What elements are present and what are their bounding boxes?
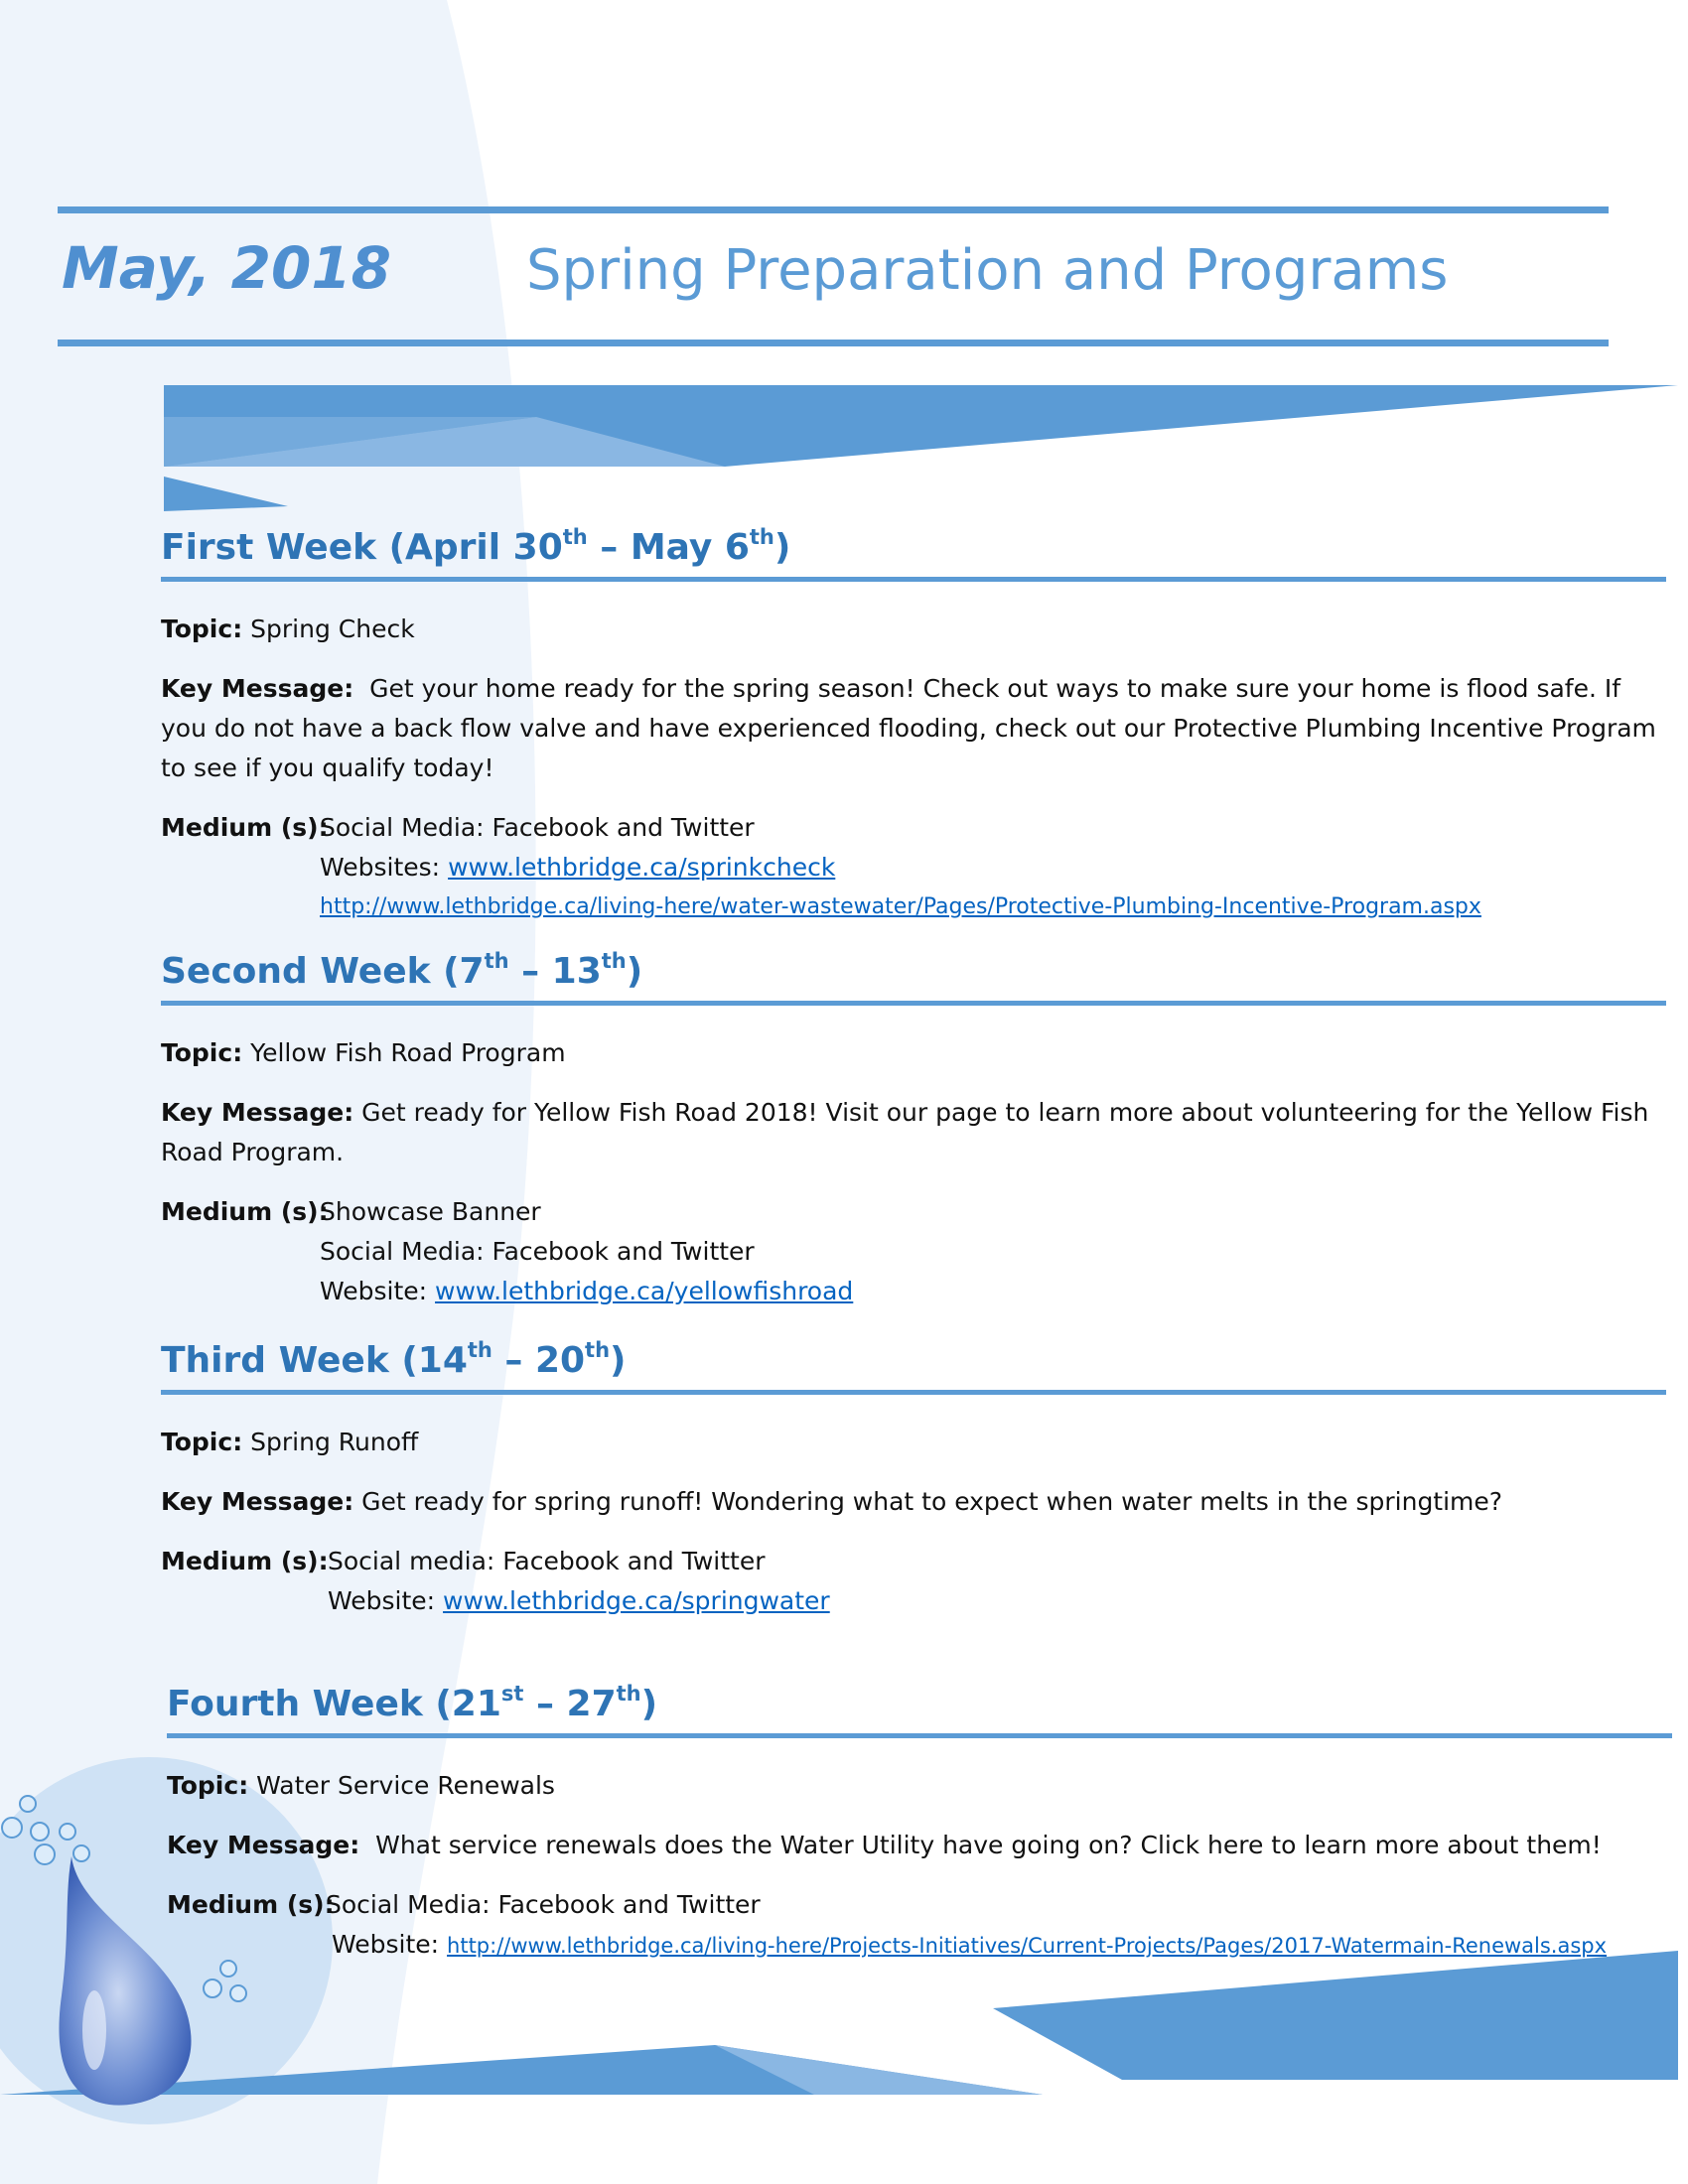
topic-row: Topic: Yellow Fish Road Program	[161, 1038, 566, 1067]
week-title: Third Week (14th – 20th)	[161, 1338, 627, 1381]
yellowfishroad-link[interactable]: www.lethbridge.ca/yellowfishroad	[435, 1277, 854, 1305]
header-top-rule	[58, 206, 1609, 213]
week-rule	[161, 1390, 1666, 1395]
topic-row: Topic: Water Service Renewals	[167, 1771, 555, 1800]
week-section-3	[161, 1334, 1670, 1621]
plumbing-program-link[interactable]: http://www.lethbridge.ca/living-here/water-wastewater/Pages/Protective-Plumbing-Incentive-Program.aspx	[320, 894, 1481, 919]
medium-row: Medium (s): Social Media: Facebook and Twitter Website: http://www.lethbridge.ca/living-here/Projects-Initiatives/Current-Projects/Pages/2017-Watermain-Renewals.aspx	[167, 1890, 1608, 1959]
watermain-renewals-link[interactable]: http://www.lethbridge.ca/living-here/Projects-Initiatives/Current-Projects/Pages/2017-Watermain-Renewals.aspx	[447, 1934, 1608, 1958]
medium-row: Medium (s): Social Media: Facebook and Twitter Websites: www.lethbridge.ca/sprinkcheck http://www.lethbridge.ca/living-here/water-wastewater/Pages/Protective-Plumbing-Incentive-Program.aspx	[161, 813, 1481, 919]
week-section-1	[161, 521, 1670, 927]
week-title: Second Week (7th – 13th)	[161, 949, 643, 992]
week-rule	[167, 1733, 1672, 1738]
sprinkcheck-link[interactable]: www.lethbridge.ca/sprinkcheck	[448, 853, 836, 882]
key-message-row: Key Message: Get ready for spring runoff! Wondering what to expect when water melts in the springtime?	[161, 1487, 1503, 1516]
week-rule	[161, 1001, 1666, 1006]
week-section-2	[161, 945, 1670, 1311]
header-title: Spring Preparation and Programs	[526, 238, 1449, 303]
springwater-link[interactable]: www.lethbridge.ca/springwater	[443, 1586, 830, 1615]
key-message-row: Key Message: Get your home ready for the spring season! Check out ways to make sure your home is flood safe. If you do not have a back flow valve and have experienced flooding, check out our Protective Plumbing Incentive Program to see if you qualify today!	[161, 674, 1656, 782]
week-section-4	[167, 1678, 1676, 1966]
medium-row: Medium (s): Showcase Banner Social Media: Facebook and Twitter Website: www.lethbridge.ca/yellowfishroad	[161, 1197, 854, 1305]
topic-row: Topic: Spring Check	[161, 614, 415, 643]
topic-row: Topic: Spring Runoff	[161, 1428, 419, 1456]
key-message-row: Key Message: What service renewals does the Water Utility have going on? Click here to learn more about them!	[167, 1831, 1602, 1859]
header-bottom-rule	[58, 340, 1609, 346]
week-title: Fourth Week (21st – 27th)	[167, 1682, 658, 1724]
header-month: May, 2018	[62, 234, 392, 302]
week-rule	[161, 577, 1666, 582]
week-title: First Week (April 30th – May 6th)	[161, 525, 791, 568]
medium-row: Medium (s): Social media: Facebook and Twitter Website: www.lethbridge.ca/springwater	[161, 1547, 830, 1615]
key-message-row: Key Message: Get ready for Yellow Fish Road 2018! Visit our page to learn more about volunteering for the Yellow Fish Road Program.	[161, 1098, 1649, 1166]
